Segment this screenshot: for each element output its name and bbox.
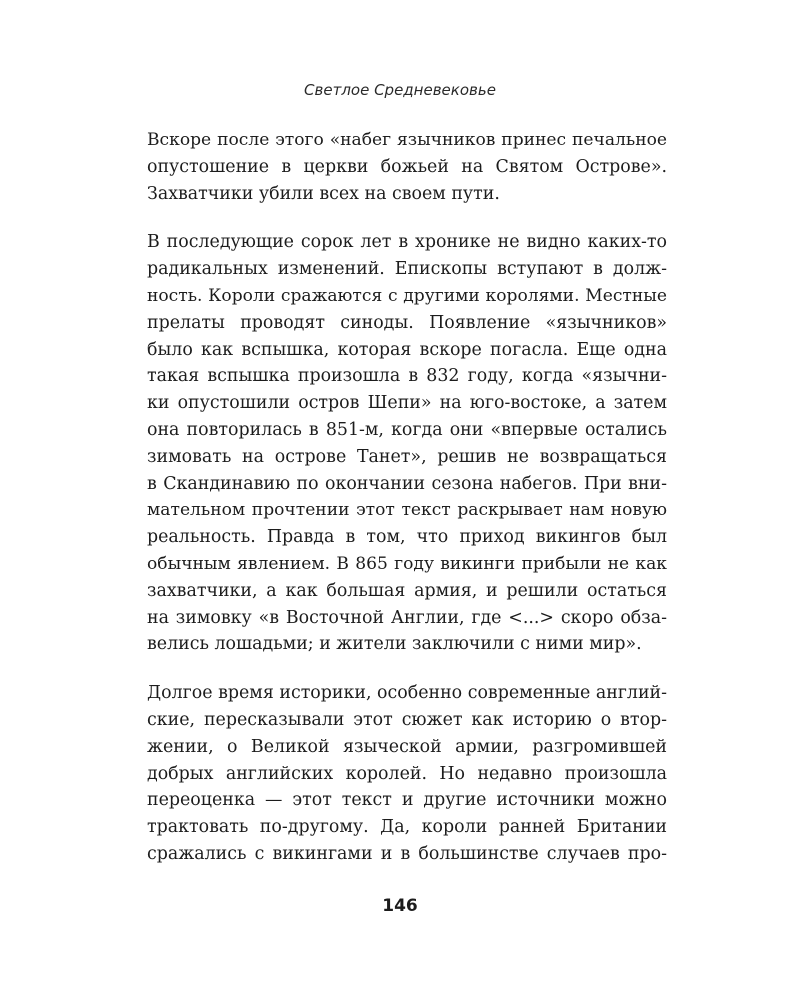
text-line: Вскоре после этого «набег язычников принес печальное	[147, 130, 667, 150]
text-line: она повторилась в 851-м, когда они «впервые остались	[147, 419, 667, 440]
text-line: трактовать по-другому. Да, короли ранней Британии	[147, 817, 667, 838]
text-line: сражались с викингами и в большинстве случаев про-	[147, 843, 667, 864]
text-line: обычным явлением. В 865 году викинги прибыли не как	[147, 553, 667, 574]
page-number: 146	[382, 896, 418, 916]
body-text	[147, 127, 667, 890]
text-line: жении, о Великой языческой армии, разгромившей	[147, 736, 667, 757]
text-line: ские, пересказывали этот сюжет как историю о втор-	[147, 709, 667, 730]
text-line: мательном прочтении этот текст раскрывает нам новую	[147, 500, 667, 521]
text-line: В последующие сорок лет в хронике не видно каких-то	[147, 232, 667, 253]
text-line: опустошение в церкви божьей на Святом Острове».	[147, 156, 667, 177]
text-line: такая вспышка произошла в 832 году, когда «язычни-	[147, 366, 667, 387]
text-line: прелаты проводят синоды. Появление «язычников»	[147, 312, 667, 333]
text-line: на зимовку «в Восточной Англии, где <...> скоро обза-	[147, 607, 667, 628]
running-title: Светлое Средневековье	[304, 81, 496, 99]
text-line: зимовать на острове Танет», решив не возвращаться	[147, 446, 667, 467]
text-line: добрых английских королей. Но недавно произошла	[147, 763, 667, 784]
paragraph-1	[147, 127, 667, 207]
text-line: в Скандинавию по окончании сезона набегов. При вни-	[147, 473, 667, 494]
text-line: велись лошадьми; и жители заключили с ними мир».	[147, 634, 642, 655]
text-line: было как вспышка, которая вскоре погасла. Еще одна	[147, 339, 667, 360]
text-line: захватчики, а как большая армия, и решили остаться	[147, 580, 667, 601]
text-line: радикальных изменений. Епископы вступают в долж-	[147, 259, 667, 280]
paragraph-3	[147, 680, 667, 868]
text-line: переоценка — этот текст и другие источники можно	[147, 790, 667, 811]
paragraph-2	[147, 229, 667, 658]
text-line: Долгое время историки, особенно современные англий-	[147, 683, 667, 704]
text-line: реальность. Правда в том, что приход викингов был	[147, 527, 667, 548]
text-line: ки опустошили остров Шепи» на юго-востоке, а затем	[147, 393, 667, 414]
text-line: Захватчики убили всех на своем пути.	[147, 183, 500, 204]
text-line: ность. Короли сражаются с другими королями. Местные	[147, 285, 667, 306]
